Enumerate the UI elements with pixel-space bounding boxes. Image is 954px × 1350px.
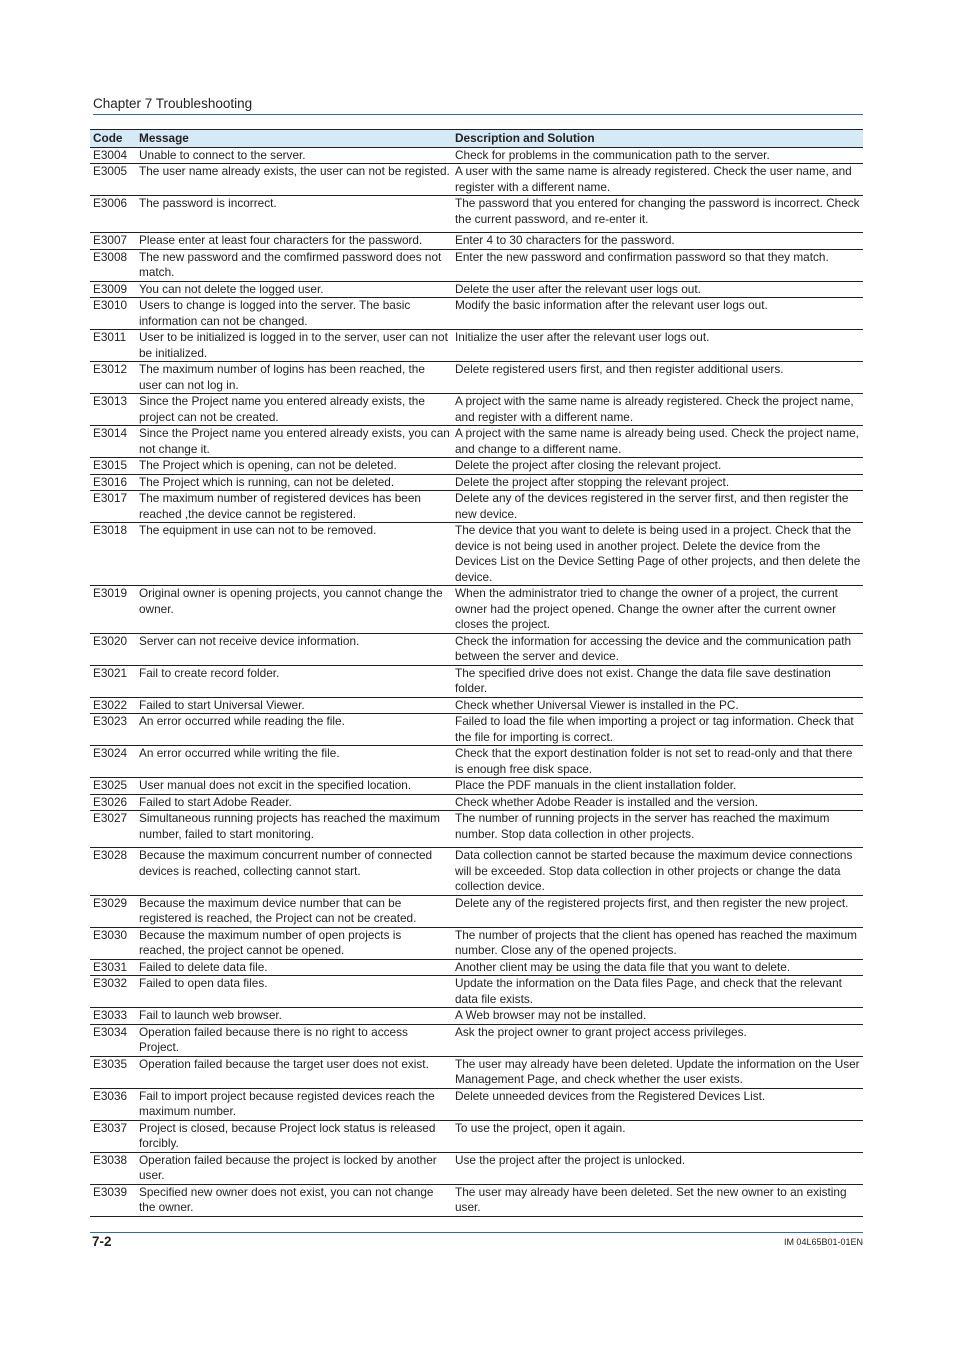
error-description: Delete the project after closing the relevant project.	[452, 458, 863, 475]
error-code: E3034	[90, 1024, 136, 1056]
error-code: E3027	[90, 811, 136, 848]
error-message: User manual does not excit in the specified location.	[136, 778, 452, 795]
error-message: Fail to import project because registed devices reach the maximum number.	[136, 1088, 452, 1120]
table-row	[90, 746, 863, 778]
error-message: Failed to start Adobe Reader.	[136, 794, 452, 811]
error-code: E3037	[90, 1120, 136, 1152]
table-row	[90, 426, 863, 458]
error-message: User to be initialized is logged in to the server, user can not be initialized.	[136, 330, 452, 362]
error-code: E3017	[90, 491, 136, 523]
error-message: The Project which is opening, can not be deleted.	[136, 458, 452, 475]
table-row	[90, 1152, 863, 1184]
table-row	[90, 1120, 863, 1152]
error-message: The user name already exists, the user can not be registed.	[136, 164, 452, 196]
error-message: Project is closed, because Project lock status is released forcibly.	[136, 1120, 452, 1152]
error-code: E3039	[90, 1184, 136, 1216]
error-message: Failed to open data files.	[136, 976, 452, 1008]
error-description: Place the PDF manuals in the client installation folder.	[452, 778, 863, 795]
table-row	[90, 1024, 863, 1056]
error-description: Enter the new password and confirmation password so that they match.	[452, 249, 863, 281]
error-message: Please enter at least four characters for the password.	[136, 233, 452, 250]
error-description: Delete any of the devices registered in the server first, and then register the new device.	[452, 491, 863, 523]
column-header-description: Description and Solution	[452, 130, 863, 148]
error-description: Failed to load the file when importing a project or tag information. Check that the file for importing is correct.	[452, 714, 863, 746]
error-code: E3021	[90, 665, 136, 697]
error-code: E3036	[90, 1088, 136, 1120]
error-message: Server can not receive device information.	[136, 633, 452, 665]
error-code: E3025	[90, 778, 136, 795]
error-description: Check the information for accessing the device and the communication path between the server and device.	[452, 633, 863, 665]
table-row	[90, 330, 863, 362]
error-message: The Project which is running, can not be deleted.	[136, 474, 452, 491]
table-row	[90, 697, 863, 714]
error-description: The password that you entered for changing the password is incorrect. Check the current password, and re-enter it.	[452, 196, 863, 233]
error-message: Since the Project name you entered already exists, you can not change it.	[136, 426, 452, 458]
error-code: E3014	[90, 426, 136, 458]
error-code: E3010	[90, 298, 136, 330]
table-row	[90, 249, 863, 281]
error-code: E3035	[90, 1056, 136, 1088]
error-code: E3011	[90, 330, 136, 362]
error-code: E3033	[90, 1008, 136, 1025]
table-row	[90, 298, 863, 330]
table-row	[90, 147, 863, 164]
chapter-header: Chapter 7 Troubleshooting	[93, 95, 863, 115]
table-row	[90, 281, 863, 298]
error-message: The maximum number of logins has been reached, the user can not log in.	[136, 362, 452, 394]
error-description: Check whether Universal Viewer is installed in the PC.	[452, 697, 863, 714]
error-description: The user may already have been deleted. Set the new owner to an existing user.	[452, 1184, 863, 1216]
document-id: IM 04L65B01-01EN	[783, 1237, 863, 1247]
error-message: Failed to start Universal Viewer.	[136, 697, 452, 714]
table-row	[90, 633, 863, 665]
error-description: Enter 4 to 30 characters for the password.	[452, 233, 863, 250]
table-row	[90, 778, 863, 795]
error-message: Because the maximum device number that can be registered is reached, the Project can not be created.	[136, 895, 452, 927]
error-code: E3038	[90, 1152, 136, 1184]
table-row	[90, 848, 863, 896]
table-header-row	[90, 130, 863, 148]
error-code: E3004	[90, 147, 136, 164]
table-row	[90, 233, 863, 250]
error-code: E3030	[90, 927, 136, 959]
error-message: Because the maximum concurrent number of connected devices is reached, collecting cannot start.	[136, 848, 452, 896]
error-message: Operation failed because there is no right to access Project.	[136, 1024, 452, 1056]
error-message: Simultaneous running projects has reached the maximum number, failed to start monitoring.	[136, 811, 452, 848]
error-code: E3006	[90, 196, 136, 233]
table-row	[90, 927, 863, 959]
error-description: The device that you want to delete is being used in a project. Check that the device is not being used in another project. Delete the device from the Devices List on the Device Setting Page of other projects, and then delete the device.	[452, 523, 863, 586]
error-description: Data collection cannot be started because the maximum device connections will be exceeded. Stop data collection in other projects or change the data collection device.	[452, 848, 863, 896]
error-description: Initialize the user after the relevant user logs out.	[452, 330, 863, 362]
error-code: E3018	[90, 523, 136, 586]
table-row	[90, 491, 863, 523]
error-description: When the administrator tried to change the owner of a project, the current owner had the project opened. Change the owner after the current owner closes the project.	[452, 586, 863, 634]
error-message: The password is incorrect.	[136, 196, 452, 233]
error-description: A project with the same name is already being used. Check the project name, and change to a different name.	[452, 426, 863, 458]
table-row	[90, 586, 863, 634]
error-message: An error occurred while reading the file.	[136, 714, 452, 746]
error-message: Because the maximum number of open projects is reached, the project cannot be opened.	[136, 927, 452, 959]
footer-divider	[90, 1232, 863, 1233]
table-row	[90, 976, 863, 1008]
error-message: You can not delete the logged user.	[136, 281, 452, 298]
error-code: E3016	[90, 474, 136, 491]
error-message: Specified new owner does not exist, you can not change the owner.	[136, 1184, 452, 1216]
table-row	[90, 394, 863, 426]
error-code: E3005	[90, 164, 136, 196]
table-row	[90, 1008, 863, 1025]
error-code: E3019	[90, 586, 136, 634]
column-header-message: Message	[136, 130, 452, 148]
error-description: Delete unneeded devices from the Registered Devices List.	[452, 1088, 863, 1120]
table-row	[90, 895, 863, 927]
error-message: The maximum number of registered devices has been reached ,the device cannot be registered.	[136, 491, 452, 523]
error-code: E3015	[90, 458, 136, 475]
error-description: Use the project after the project is unlocked.	[452, 1152, 863, 1184]
error-message: Original owner is opening projects, you cannot change the owner.	[136, 586, 452, 634]
error-message: Failed to delete data file.	[136, 959, 452, 976]
error-code: E3013	[90, 394, 136, 426]
table-row	[90, 164, 863, 196]
error-code: E3022	[90, 697, 136, 714]
table-row	[90, 1088, 863, 1120]
table-row	[90, 665, 863, 697]
error-code-table	[90, 129, 863, 1217]
error-message: Fail to launch web browser.	[136, 1008, 452, 1025]
error-message: Since the Project name you entered already exists, the project can not be created.	[136, 394, 452, 426]
error-description: Check whether Adobe Reader is installed and the version.	[452, 794, 863, 811]
table-row	[90, 196, 863, 233]
error-code: E3031	[90, 959, 136, 976]
error-description: A user with the same name is already registered. Check the user name, and register with a different name.	[452, 164, 863, 196]
error-description: The number of running projects in the server has reached the maximum number. Stop data collection in other projects.	[452, 811, 863, 848]
error-description: Another client may be using the data file that you want to delete.	[452, 959, 863, 976]
error-message: Operation failed because the target user does not exist.	[136, 1056, 452, 1088]
error-description: Ask the project owner to grant project access privileges.	[452, 1024, 863, 1056]
error-code: E3007	[90, 233, 136, 250]
page-number: 7-2	[92, 1234, 112, 1249]
error-message: Users to change is logged into the server. The basic information can not be changed.	[136, 298, 452, 330]
error-description: The user may already have been deleted. Update the information on the User Management Page, and check whether the user exists.	[452, 1056, 863, 1088]
error-message: The new password and the comfirmed password does not match.	[136, 249, 452, 281]
error-description: Update the information on the Data files Page, and check that the relevant data file exists.	[452, 976, 863, 1008]
error-code: E3020	[90, 633, 136, 665]
error-description: Delete registered users first, and then register additional users.	[452, 362, 863, 394]
error-code: E3029	[90, 895, 136, 927]
error-message: Unable to connect to the server.	[136, 147, 452, 164]
table-row	[90, 714, 863, 746]
table-row	[90, 959, 863, 976]
error-description: Check for problems in the communication path to the server.	[452, 147, 863, 164]
table-row	[90, 1056, 863, 1088]
error-description: Check that the export destination folder is not set to read-only and that there is enough free disk space.	[452, 746, 863, 778]
error-code: E3012	[90, 362, 136, 394]
error-code: E3009	[90, 281, 136, 298]
table-row	[90, 794, 863, 811]
table-row	[90, 362, 863, 394]
table-row	[90, 1184, 863, 1216]
error-description: Delete the project after stopping the relevant project.	[452, 474, 863, 491]
error-code: E3032	[90, 976, 136, 1008]
error-message: Operation failed because the project is locked by another user.	[136, 1152, 452, 1184]
table-row	[90, 811, 863, 848]
error-code: E3024	[90, 746, 136, 778]
error-description: The specified drive does not exist. Change the data file save destination folder.	[452, 665, 863, 697]
error-message: The equipment in use can not to be removed.	[136, 523, 452, 586]
error-description: Delete any of the registered projects first, and then register the new project.	[452, 895, 863, 927]
error-description: Delete the user after the relevant user logs out.	[452, 281, 863, 298]
error-description: A Web browser may not be installed.	[452, 1008, 863, 1025]
table-row	[90, 523, 863, 586]
error-description: To use the project, open it again.	[452, 1120, 863, 1152]
error-description: Modify the basic information after the relevant user logs out.	[452, 298, 863, 330]
error-code: E3028	[90, 848, 136, 896]
table-row	[90, 474, 863, 491]
column-header-code: Code	[90, 130, 136, 148]
error-code: E3023	[90, 714, 136, 746]
error-code: E3008	[90, 249, 136, 281]
error-message: An error occurred while writing the file.	[136, 746, 452, 778]
error-description: A project with the same name is already registered. Check the project name, and register with a different name.	[452, 394, 863, 426]
table-row	[90, 458, 863, 475]
error-description: The number of projects that the client has opened has reached the maximum number. Close any of the opened projects.	[452, 927, 863, 959]
error-code: E3026	[90, 794, 136, 811]
error-message: Fail to create record folder.	[136, 665, 452, 697]
